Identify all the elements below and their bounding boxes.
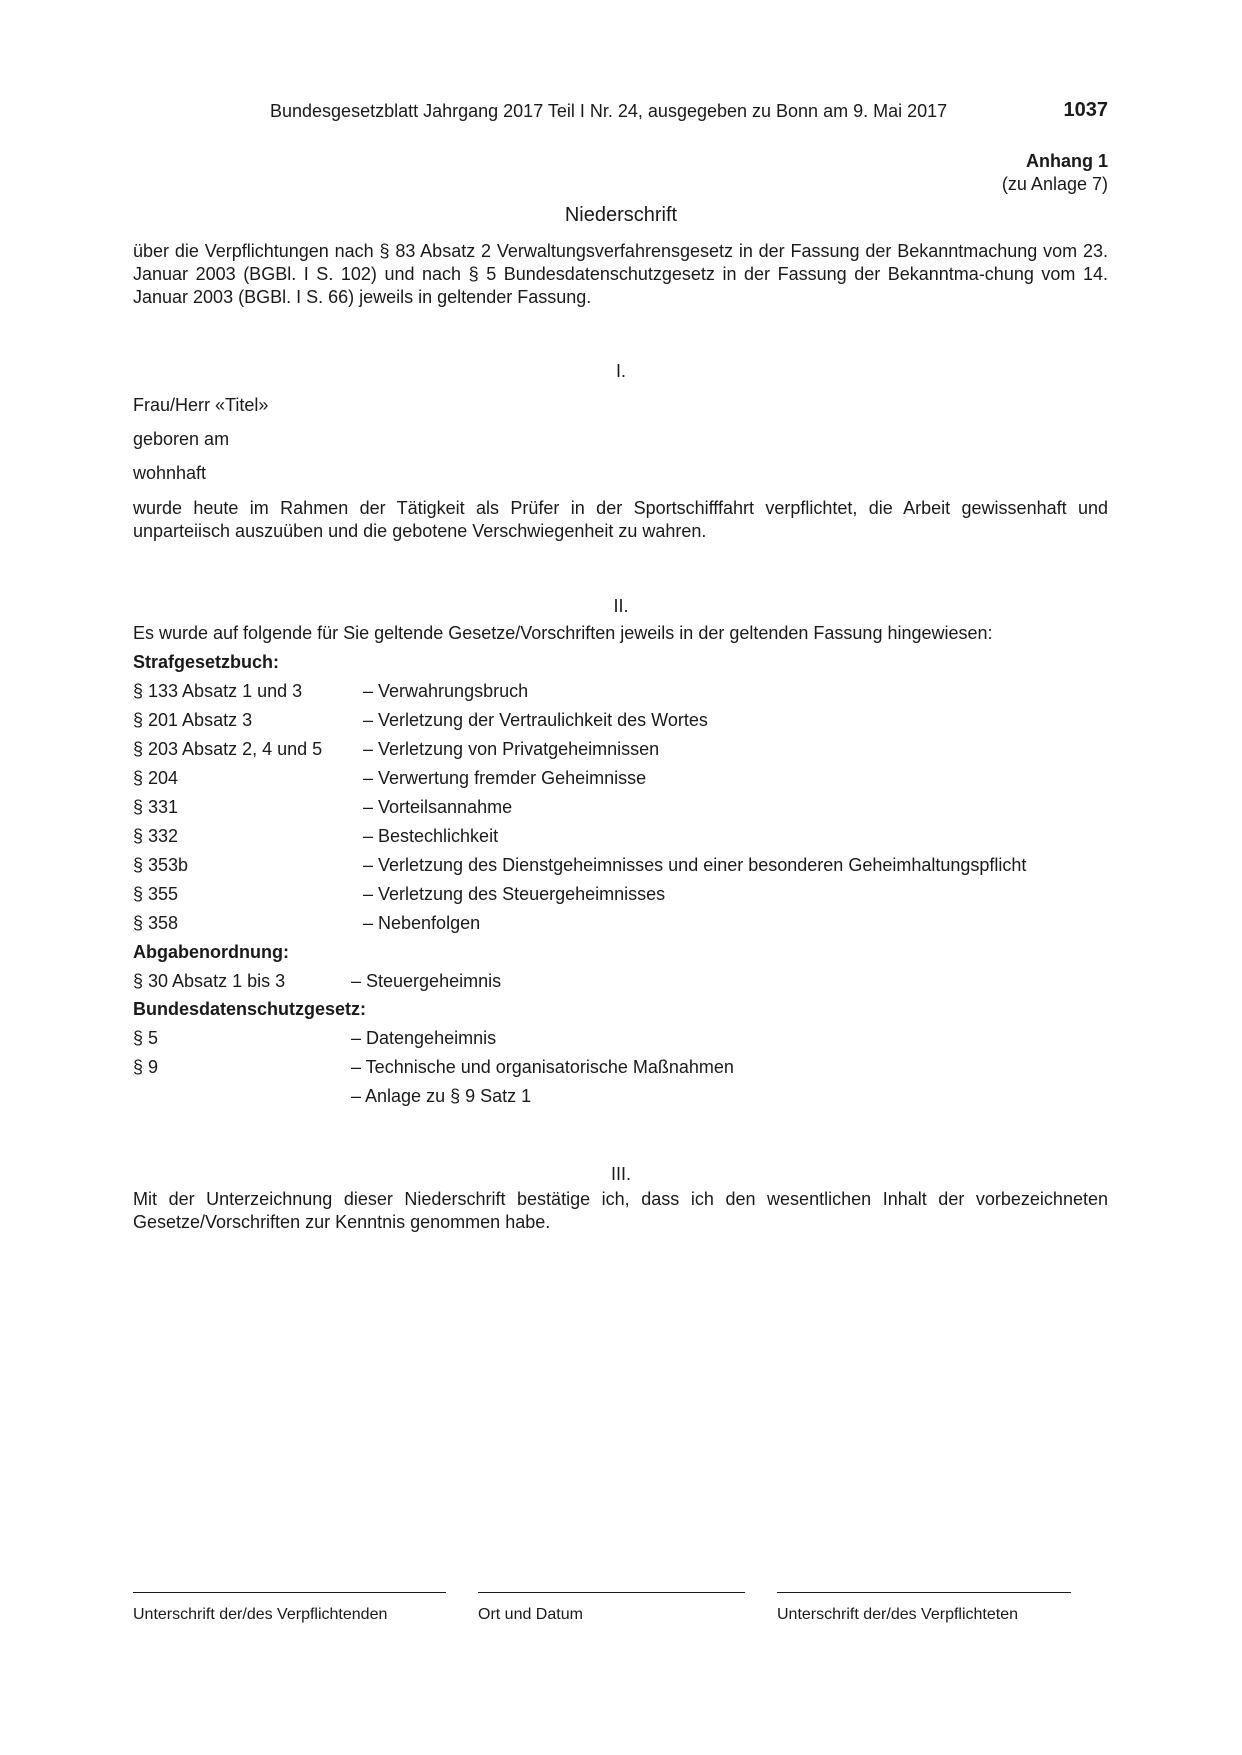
law-desc: – Nebenfolgen <box>363 913 481 933</box>
law-ref: § 204 <box>133 768 179 788</box>
obligation-paragraph: wurde heute im Rahmen der Tätigkeit als Prüfer in der Sportschifffahrt verpflichtet, die Arbeit gewissenhaft und unparteiisch auszuüben und die gebotene Verschwiegenheit zu wahren. <box>133 498 1108 541</box>
law-desc: – Anlage zu § 9 Satz 1 <box>351 1086 532 1106</box>
section-2-text: Es wurde auf folgende für Sie geltende Gesetze/Vorschriften jeweils in der geltenden Fassung hingewiesen: <box>133 623 993 643</box>
law-ref: § 332 <box>133 826 179 846</box>
ao-heading: Abgabenordnung: <box>133 942 289 962</box>
place-date-label: Ort und Datum <box>478 1606 583 1623</box>
confirmation-paragraph: Mit der Unterzeichnung dieser Niederschrift bestätige ich, dass ich den wesentlichen Inhalt der vorbezeichneten Gesetze/Vorschriften zur Kenntnis genommen habe. <box>133 1189 1108 1232</box>
law-desc: – Verwertung fremder Geheimnisse <box>363 768 647 788</box>
name-line: Frau/Herr «Titel» <box>133 395 269 415</box>
intro-paragraph: über die Verpflichtungen nach § 83 Absatz 2 Verwaltungsverfahrensgesetz in der Fassung der Bekanntmachung vom 23. Januar 2003 (BGBl. I S. 102) und nach § 5 Bundesdatenschutzgesetz in der Fassung der Bekanntma-chung vom 14. Januar 2003 (BGBl. I S. 66) jeweils in geltender Fassung. <box>133 241 1108 307</box>
law-desc: – Technische und organisatorische Maßnahmen <box>351 1057 734 1077</box>
law-desc: – Vorteilsannahme <box>363 797 513 817</box>
bdsg-heading: Bundesdatenschutzgesetz: <box>133 999 367 1019</box>
law-desc: – Datengeheimnis <box>351 1028 497 1048</box>
law-ref: § 30 Absatz 1 bis 3 <box>133 971 286 991</box>
law-desc: – Verwahrungsbruch <box>363 681 529 701</box>
law-ref: § 358 <box>133 913 179 933</box>
law-ref: § 201 Absatz 3 <box>133 710 253 730</box>
law-ref: § 9 <box>133 1057 159 1077</box>
law-desc: – Bestechlichkeit <box>363 826 499 846</box>
section-3-numeral: III. <box>610 1164 631 1184</box>
section-2-numeral: II. <box>613 596 629 616</box>
law-desc: – Verletzung von Privatgeheimnissen <box>363 739 660 759</box>
residence-line: wohnhaft <box>133 463 207 483</box>
signature-line-left <box>133 1592 446 1593</box>
law-ref: § 133 Absatz 1 und 3 <box>133 681 303 701</box>
document-title: Niederschrift <box>564 204 678 226</box>
birth-line: geboren am <box>133 429 230 449</box>
page-number: 1037 <box>1063 99 1108 121</box>
signature-label-obligee: Unterschrift der/des Verpflichteten <box>777 1606 1019 1623</box>
law-ref: § 355 <box>133 884 179 904</box>
law-desc: – Verletzung des Steuergeheimnisses <box>363 884 666 904</box>
law-ref: § 353b <box>133 855 189 875</box>
annex-label: Anhang 1 <box>1025 151 1108 171</box>
law-desc: – Verletzung der Vertraulichkeit des Wortes <box>363 710 708 730</box>
signature-line-middle <box>478 1592 745 1593</box>
signature-line-right <box>777 1592 1071 1593</box>
law-ref: § 331 <box>133 797 179 817</box>
law-ref: § 203 Absatz 2, 4 und 5 <box>133 739 323 759</box>
stgb-heading: Strafgesetzbuch: <box>133 652 280 672</box>
running-head: Bundesgesetzblatt Jahrgang 2017 Teil I Nr. 24, ausgegeben zu Bonn am 9. Mai 2017 <box>270 101 948 121</box>
law-desc: – Verletzung des Dienstgeheimnisses und einer besonderen Geheimhaltungspflicht <box>363 855 1027 875</box>
law-ref: § 5 <box>133 1028 159 1048</box>
section-1-numeral: I. <box>615 361 626 381</box>
law-desc: – Steuergeheimnis <box>351 971 502 991</box>
annex-reference: (zu Anlage 7) <box>1001 174 1108 194</box>
signature-label-obligor: Unterschrift der/des Verpflichtenden <box>133 1606 388 1623</box>
